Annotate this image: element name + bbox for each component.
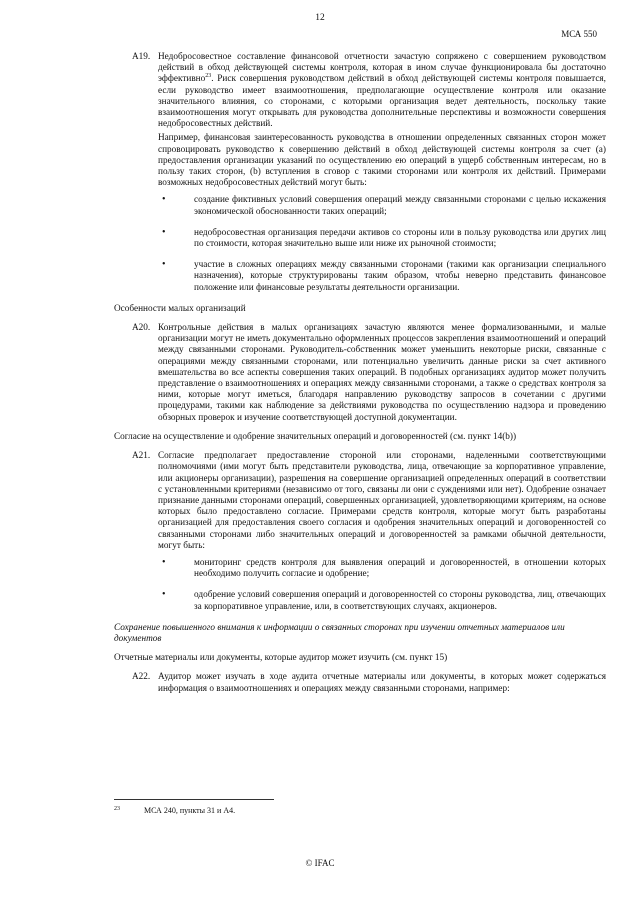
- paragraph-number: A20.: [132, 323, 151, 334]
- section-heading: Согласие на осуществление и одобрение значительных операций и договоренностей (см. пункт 14(b)): [114, 431, 517, 442]
- section-heading: Особенности малых организаций: [114, 303, 246, 314]
- list-item: [158, 228, 606, 250]
- bullet-icon: •: [162, 226, 166, 238]
- paragraph-a19: [114, 52, 606, 294]
- copyright-notice: © IFAC: [305, 858, 335, 868]
- list-item: [158, 558, 606, 580]
- footnote-reference: 23: [205, 73, 212, 80]
- list-item-text: участие в сложных операциях между связанными сторонами (такими как организации специального назначения), которые структурированы таким образом, чтобы неверно представить финансовое положение или финансовые результаты деятельности организации.: [194, 260, 606, 293]
- list-item-text: создание фиктивных условий совершения операций между связанными сторонами с целью искажения экономической обоснованности таких операций;: [194, 195, 606, 217]
- list-item-text: мониторинг средств контроля для выявления операций и договоренностей, в отношении которых необходимо получить согласие и одобрение;: [194, 557, 606, 580]
- text-run: . Риск совершения руководством действий в обход действующей системы контроля повышается, если руководство имеет взаимоотношения, предполагающие осуществление контроля или оказание значительного влияния, со сторонами, с которыми организация ведет деятельность, поскольку такие взаимоотношения могут открывать для руководства дополнительные перспективы и возможности совершения недобросовестных действий.: [158, 74, 606, 130]
- paragraph-text: Контрольные действия в малых организациях зачастую являются менее формализованными, и малые организации могут не иметь документально оформленных процессов закрепления взаимоотношений и операций между связанными сторонами. Руководитель-собственник может уменьшить некоторые риски, связанные с операциями между связанными сторонами, или потенциально увеличить данные риски за счет активного вмешательства во все аспекты совершения таких операций. В подобных организациях аудитор может получить представление о взаимоотношениях и операциях между связанными сторонами, а также о средствах контроля за ними, которые могут иметься, благодаря направлению руководству запросов в сочетании с другими процедурами, такими как наблюдение за действиями руководства по осуществлению надзора и проведению обзорных проверок и изучение соответствующей доступной документации.: [158, 323, 606, 423]
- paragraph-text: Например, финансовая заинтересованность руководства в отношении определенных связанных сторон может спровоцировать руководство к совершению действий в обход действующей системы контроля за счет (a) предоставления организации указаний по осуществлению ею операций в ущерб собственным интересам, но в пользу таких сторон, (b) вступления в сговор с такими сторонами или контроля их действий. Примерами возможных недобросовестных действий могут быть:: [158, 133, 606, 189]
- paragraph-a21: [114, 451, 606, 613]
- list-item-text: недобросовестная организация передачи активов со стороны или в пользу руководства или других лиц по стоимости, которая значительно выше или ниже их рыночной стоимости;: [194, 227, 606, 250]
- section-heading-italic: Сохранение повышенного внимания к информации о связанных сторонах при изучении отчетных материалов или документов: [114, 622, 565, 644]
- list-item: [158, 590, 606, 612]
- subsection-heading: Отчетные материалы или документы, которые аудитор может изучить (см. пункт 15): [114, 653, 448, 664]
- bullet-icon: •: [162, 194, 166, 206]
- footnote-mark: 23: [114, 806, 120, 812]
- footnote-text: МСА 240, пункты 31 и A4.: [144, 806, 236, 815]
- paragraph-a22: [114, 672, 606, 694]
- footnote: [114, 806, 235, 815]
- paragraph-number: A22.: [132, 672, 151, 683]
- paragraph-text: Аудитор может изучать в ходе аудита отчетные материалы или документы, в которых может содержаться информация о взаимоотношениях и операциях между связанными сторонами, например:: [158, 672, 606, 694]
- bullet-icon: •: [162, 259, 166, 271]
- bullet-list: [158, 195, 606, 293]
- paragraph-text: Согласие предполагает предоставление стороной или сторонами, наделенными соответствующими полномочиями (ими могут быть представители руководства, лица, отвечающие за корпоративное управление, или акционеры организации), разрешения на совершение организацией определенных операций в соответствии с установленными критериями (независимо от того, связаны ли они с суждениями или нет). Одобрение означает признание данными сторонами операций, совершенных организацией, удовлетворяющими критериям, на основе которых было предоставлено согласие. Примерами средств контроля, которые могут быть разработаны организацией для предоставления своего согласия и одобрения значительных операций и договоренностей со связанными сторонами либо значительных операций и договоренностей за рамками обычной деятельности, могут быть:: [158, 451, 606, 551]
- list-item: [158, 195, 606, 217]
- standard-reference: МСА 550: [561, 29, 597, 39]
- paragraph-a20: [114, 323, 606, 424]
- list-item: [158, 260, 606, 294]
- list-item-text: одобрение условий совершения операций и договоренностей со стороны руководства, лиц, отвечающих за корпоративное управление, или, в соответствующих случаях, акционеров.: [194, 590, 606, 612]
- text-run: Недобросовестное составление финансовой отчетности зачастую сопряжено с совершением руководством действий в обход действующей системы контроля, которая в ином случае функционировала бы достаточно эффективно: [158, 52, 606, 85]
- document-body: [114, 52, 606, 703]
- bullet-icon: •: [162, 589, 166, 601]
- paragraph-number: A21.: [132, 451, 151, 462]
- bullet-icon: •: [162, 556, 166, 568]
- paragraph-number: A19.: [132, 52, 151, 62]
- bullet-list: [158, 558, 606, 613]
- paragraph-text: [158, 52, 606, 130]
- page-number: 12: [315, 13, 325, 23]
- footnote-divider: [114, 799, 274, 800]
